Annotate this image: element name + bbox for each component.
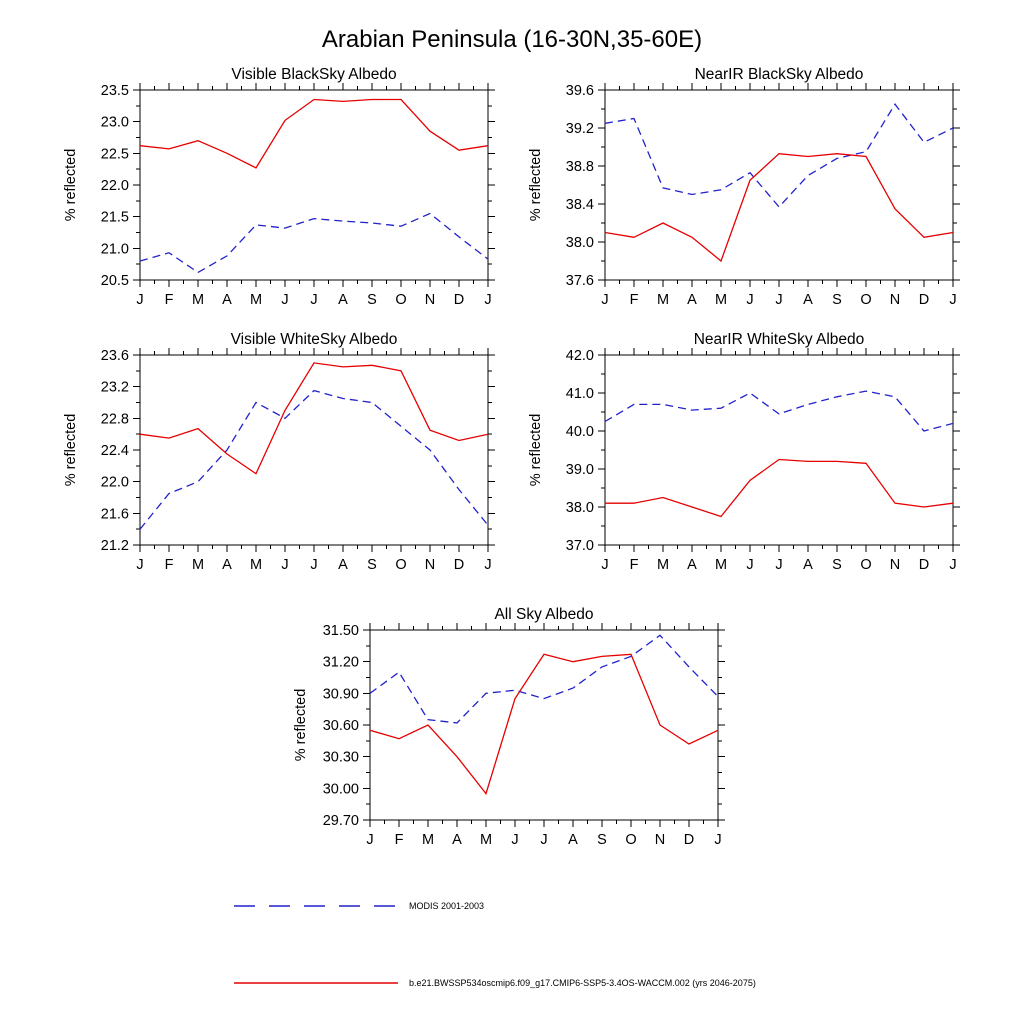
legend-item-modis <box>232 901 484 911</box>
series-model-line <box>370 654 718 793</box>
model-line-swatch <box>232 978 400 988</box>
y-tick-label: 21.6 <box>100 506 129 523</box>
x-tick-label: J <box>775 292 783 308</box>
y-tick-label: 37.6 <box>565 273 594 289</box>
x-tick-label: J <box>601 292 609 308</box>
y-tick-label: 39.2 <box>565 121 594 137</box>
y-tick-label: 38.4 <box>565 197 594 213</box>
y-tick-label: 42.0 <box>565 348 594 364</box>
y-tick-label: 22.0 <box>100 474 129 491</box>
x-tick-label: D <box>453 557 465 573</box>
chart-title: Visible BlackSky Albedo <box>231 66 397 83</box>
y-tick-label: 30.60 <box>322 718 359 734</box>
x-tick-label: J <box>136 292 144 308</box>
x-tick-label: J <box>281 557 289 573</box>
tick-marks <box>133 83 495 287</box>
y-tick-label: 20.5 <box>100 273 129 289</box>
x-tick-label: F <box>394 832 404 848</box>
x-tick-label: S <box>832 557 842 573</box>
plot-all-sky-albedo <box>285 600 730 855</box>
axes-frame <box>140 355 488 545</box>
x-tick-label: M <box>479 832 493 848</box>
series-modis-line <box>370 635 718 723</box>
axes-frame <box>605 90 953 280</box>
x-tick-label: J <box>511 832 519 848</box>
y-tick-label: 30.30 <box>322 749 359 766</box>
legend-model-label: b.e21.BWSSP534oscmip6.f09_g17.CMIP6-SSP5-3.4OS-WACCM.002 (yrs 2046-2075) <box>409 978 756 988</box>
series-model-line <box>140 100 488 168</box>
x-tick-label: O <box>395 557 407 573</box>
x-tick-label: O <box>625 832 637 848</box>
y-tick-label: 21.0 <box>100 241 129 258</box>
series-modis-line <box>140 214 488 273</box>
x-tick-label: F <box>164 557 174 573</box>
y-tick-label: 40.0 <box>565 424 594 440</box>
x-tick-label: A <box>568 832 578 848</box>
page-title: Arabian Peninsula (16-30N,35-60E) <box>321 26 703 53</box>
y-tick-label: 23.0 <box>100 114 129 131</box>
x-tick-label: O <box>395 292 407 308</box>
x-tick-label: A <box>338 292 348 308</box>
chart-nearir-whitesky-albedo <box>520 325 965 580</box>
y-tick-label: 23.6 <box>100 348 129 364</box>
x-tick-label: M <box>191 292 205 308</box>
x-tick-label: J <box>310 292 318 308</box>
y-tick-label: 31.50 <box>322 623 359 639</box>
y-tick-label: 38.8 <box>565 159 594 175</box>
y-tick-label: 21.5 <box>100 209 129 226</box>
chart-visible-whitesky-albedo <box>55 325 500 580</box>
x-tick-label: M <box>714 557 728 573</box>
x-tick-label: A <box>687 557 697 573</box>
x-tick-label: S <box>597 832 607 848</box>
x-tick-label: O <box>860 557 872 573</box>
x-tick-label: S <box>832 292 842 308</box>
x-tick-label: N <box>424 292 436 308</box>
modis-line-swatch <box>232 901 400 911</box>
y-axis-label: % reflected <box>528 413 544 487</box>
chart-title: NearIR BlackSky Albedo <box>694 66 864 83</box>
axes-frame <box>370 630 718 820</box>
x-tick-label: N <box>889 292 901 308</box>
y-axis-label: % reflected <box>63 148 79 222</box>
y-tick-label: 22.0 <box>100 178 129 194</box>
y-tick-label: 22.4 <box>100 443 129 459</box>
plot-nearir-blacksky-albedo <box>520 60 965 315</box>
y-axis-label: % reflected <box>293 688 309 762</box>
x-tick-label: J <box>540 832 548 848</box>
x-tick-label: J <box>366 832 374 848</box>
chart-title: All Sky Albedo <box>494 606 594 623</box>
x-tick-label: A <box>687 292 697 308</box>
y-tick-label: 22.8 <box>100 411 129 428</box>
x-tick-label: J <box>484 292 492 308</box>
x-tick-label: J <box>949 292 957 308</box>
legend-modis-label: MODIS 2001-2003 <box>409 901 485 911</box>
x-tick-label: M <box>249 292 263 308</box>
y-tick-label: 39.6 <box>565 83 594 99</box>
tick-marks <box>363 623 725 827</box>
x-tick-label: D <box>683 832 695 848</box>
x-tick-label: J <box>136 557 144 573</box>
x-tick-label: S <box>367 557 377 573</box>
x-tick-label: N <box>889 557 901 573</box>
x-tick-label: F <box>629 557 639 573</box>
chart-title: Visible WhiteSky Albedo <box>230 331 398 348</box>
x-tick-label: J <box>746 557 754 573</box>
y-tick-label: 30.00 <box>322 781 359 798</box>
x-tick-label: M <box>714 292 728 308</box>
axes-frame <box>605 355 953 545</box>
x-tick-label: J <box>949 557 957 573</box>
x-tick-label: J <box>601 557 609 573</box>
x-tick-label: N <box>424 557 436 573</box>
x-tick-label: F <box>629 292 639 308</box>
x-tick-label: J <box>746 292 754 308</box>
plot-nearir-whitesky-albedo <box>520 325 965 580</box>
y-tick-label: 37.0 <box>565 538 594 554</box>
tick-marks <box>598 83 960 287</box>
chart-nearir-blacksky-albedo <box>520 60 965 315</box>
y-tick-label: 23.5 <box>100 83 129 99</box>
chart-all-sky-albedo <box>285 600 730 855</box>
y-tick-label: 22.5 <box>100 146 129 163</box>
x-tick-label: A <box>222 292 232 308</box>
x-tick-label: F <box>164 292 174 308</box>
y-axis-label: % reflected <box>528 148 544 222</box>
chart-visible-blacksky-albedo <box>55 60 500 315</box>
x-tick-label: N <box>654 832 666 848</box>
tick-marks <box>133 348 495 552</box>
x-tick-label: J <box>714 832 722 848</box>
x-tick-label: D <box>918 292 930 308</box>
series-modis-line <box>605 104 953 207</box>
y-tick-label: 21.2 <box>100 538 129 554</box>
y-tick-label: 29.70 <box>322 813 359 829</box>
x-tick-label: A <box>338 557 348 573</box>
x-tick-label: M <box>656 557 670 573</box>
x-tick-label: D <box>453 292 465 308</box>
plot-visible-blacksky-albedo <box>55 60 500 315</box>
series-modis-line <box>140 391 488 530</box>
y-tick-label: 31.20 <box>322 654 359 671</box>
y-tick-label: 30.90 <box>322 686 359 703</box>
x-tick-label: M <box>249 557 263 573</box>
series-model-line <box>605 154 953 261</box>
x-tick-label: J <box>775 557 783 573</box>
x-tick-label: A <box>803 292 813 308</box>
x-tick-label: D <box>918 557 930 573</box>
y-tick-label: 41.0 <box>565 386 594 402</box>
x-tick-label: O <box>860 292 872 308</box>
y-tick-label: 38.0 <box>565 235 594 251</box>
x-tick-label: J <box>281 292 289 308</box>
axes-frame <box>140 90 488 280</box>
x-tick-label: S <box>367 292 377 308</box>
x-tick-label: J <box>310 557 318 573</box>
x-tick-label: A <box>222 557 232 573</box>
x-tick-label: M <box>191 557 205 573</box>
series-model-line <box>605 460 953 517</box>
y-axis-label: % reflected <box>63 413 79 487</box>
x-tick-label: M <box>421 832 435 848</box>
x-tick-label: A <box>803 557 813 573</box>
x-tick-label: A <box>452 832 462 848</box>
series-modis-line <box>605 391 953 431</box>
y-tick-label: 39.0 <box>565 462 594 478</box>
chart-title: NearIR WhiteSky Albedo <box>693 331 865 348</box>
y-tick-label: 38.0 <box>565 500 594 516</box>
x-tick-label: J <box>484 557 492 573</box>
legend-item-model <box>232 978 756 988</box>
x-tick-label: M <box>656 292 670 308</box>
y-tick-label: 23.2 <box>100 379 129 396</box>
plot-visible-whitesky-albedo <box>55 325 500 580</box>
tick-marks <box>598 348 960 552</box>
